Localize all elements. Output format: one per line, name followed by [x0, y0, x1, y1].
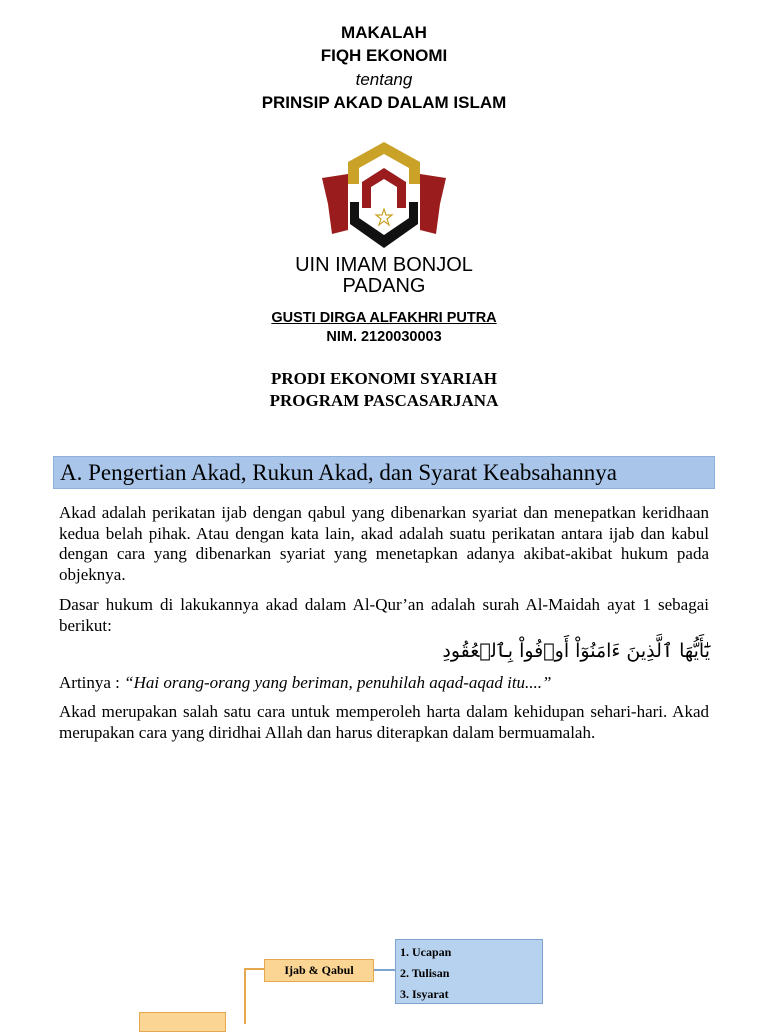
list-item: 1. Ucapan — [400, 945, 452, 959]
translation-label: Artinya : — [59, 673, 125, 692]
student-name: GUSTI DIRGA ALFAKHRI PUTRA — [271, 310, 497, 326]
cover-subject: FIQH EKONOMI — [320, 46, 448, 65]
ijab-qabul-node: Ijab & Qabul — [264, 959, 374, 982]
cover-tentang: tentang — [355, 70, 413, 89]
arabic-verse: يَٰٓأَيُّهَا ٱلَّذِينَ ءَامَنُوٓاْ أَوۡفُواْ بِٱلۡعُقُودِ — [442, 640, 710, 662]
list-item: 2. Tulisan — [400, 966, 450, 980]
root-node — [139, 1012, 226, 1032]
cover-title: MAKALAH — [341, 23, 427, 42]
paragraph-conclusion: Akad merupakan salah satu cara untuk memperoleh harta dalam kehidupan sehari-hari. Akad merupakan cara yang diridhai Allah dan harus diterapkan dalam bermuamalah. — [59, 702, 709, 742]
section-heading: A. Pengertian Akad, Rukun Akad, dan Syarat Keabsahannya — [53, 456, 715, 489]
translation-text: “Hai orang-orang yang beriman, penuhilah aqad-aqad itu....” — [124, 673, 552, 692]
university-logo-icon — [318, 138, 450, 252]
ijab-qabul-forms — [395, 939, 543, 1004]
prodi-name: PRODI EKONOMI SYARIAH — [270, 369, 498, 388]
list-item: 3. Isyarat — [400, 987, 449, 1001]
university-name: UIN IMAM BONJOL — [295, 254, 473, 276]
paragraph-definition: Akad adalah perikatan ijab dengan qabul yang dibenarkan syariat dan menepatkan keridhaan kedua belah pihak. Atau dengan kata lain, akad adalah suatu perikatan antara ijab dan kabul dengan cara yang dibenarkan syariat yang menetapkan adanya akibat-akibat hukum pada objeknya. — [59, 503, 709, 584]
paragraph-legal-basis: Dasar hukum di lakukannya akad dalam Al-Qur’an adalah surah Al-Maidah ayat 1 sebagai berikut: — [59, 595, 709, 635]
university-city: PADANG — [342, 275, 426, 297]
program-name: PROGRAM PASCASARJANA — [269, 391, 499, 410]
diagram-connector — [244, 968, 246, 1024]
translation — [59, 673, 709, 694]
cover-topic: PRINSIP AKAD DALAM ISLAM — [261, 93, 507, 112]
student-nim: NIM. 2120030003 — [326, 329, 442, 345]
diagram-connector — [244, 968, 264, 970]
diagram-connector — [374, 969, 395, 971]
